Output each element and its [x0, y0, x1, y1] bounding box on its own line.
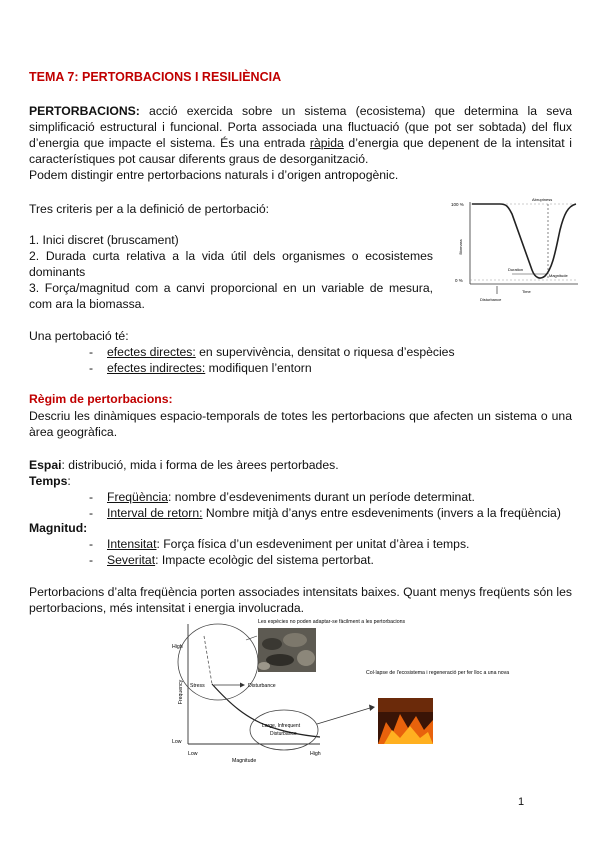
x-low-label: Low — [188, 751, 198, 757]
temps-frequency-text: : nombre d’esdeveniments durant un període determinat. — [167, 490, 475, 504]
fire-pointer-head — [369, 705, 375, 712]
espai-text: : distribució, mida i forma de les àrees pertorbades. — [61, 458, 339, 472]
temps-return-item: - Interval de retorn: Nombre mitjà d’anys entre esdeveniments (invers a la freqüència) — [89, 506, 561, 520]
effects-direct-item: - efectes directes: en supervivència, densitat o riquesa d’espècies — [89, 345, 455, 359]
small-chart-time: Time — [522, 289, 531, 294]
intro-paragraph — [29, 103, 572, 183]
temps-colon: : — [67, 474, 71, 488]
large-disturbance-label-2: Disturbance — [270, 731, 297, 737]
y-high-label: High — [172, 644, 183, 650]
effects-direct-term: efectes directes: — [107, 345, 196, 359]
disturbance-biomass-figure — [448, 192, 582, 310]
criteria-item-2-line1: 2. Durada curta relativa a la vida útil dels organismes o ecosistemes — [29, 249, 433, 263]
regime-paragraph — [29, 408, 572, 440]
frequency-magnitude-figure — [160, 614, 510, 770]
note-top: Les espècies no poden adaptar-se fàcilment a les pertorbacions — [258, 619, 406, 625]
regime-line2: àrea geogràfica. — [29, 425, 118, 439]
criteria-item-3-line2: com ara la biomassa. — [29, 297, 145, 311]
effects-heading: Una pertobació té: — [29, 329, 129, 343]
stress-arrow-head — [240, 683, 245, 688]
small-chart-abruptness: Abruptness — [532, 197, 553, 202]
wildfire-photo — [378, 698, 433, 744]
note-right: Col·lapse de l'ecosistema i regeneració per fer lloc a una nova — [366, 670, 510, 676]
effects-indirect-item: - efectes indirectes: modifiquen l’entorn — [89, 361, 312, 375]
big-chart-dashed-guide — [204, 636, 212, 684]
conclusion-paragraph — [29, 584, 572, 616]
intro-line4: característiques pot causar diferents graus de desorganització. — [29, 152, 369, 166]
regime-line1: Descriu les dinàmiques espacio-temporals de totes les pertorbacions que afecten un sistema o una — [29, 409, 572, 423]
magnitud-label: Magnitud: — [29, 521, 88, 535]
magnitud-intensity-term: Intensitat — [107, 537, 157, 551]
intro-line3b: d’energia que depenent de la intensitat i — [343, 136, 573, 150]
magnitud-severity-text: : Impacte ecològic del sistema pertorbat. — [155, 553, 374, 567]
regime-heading: Règim de pertorbacions: — [29, 392, 173, 406]
disturbance-label: Disturbance — [248, 683, 276, 689]
espai-label: Espai — [29, 458, 62, 472]
x-high-label: High — [310, 751, 321, 757]
intro-line1: acció exercida sobre un sistema (ecosistema) que determina la seva — [139, 104, 572, 118]
temps-label: Temps — [29, 474, 68, 488]
fire-pointer — [317, 708, 370, 724]
page-title: TEMA 7: PERTORBACIONS I RESILIÈNCIA — [29, 70, 282, 84]
small-chart-duration: Duration — [508, 267, 524, 272]
criteria-item-1: 1. Inici discret (bruscament) — [29, 233, 179, 247]
criteria-item-3-line1: 3. Força/magnitud com a canvi proporcional en un variable de mesura, — [29, 281, 433, 295]
page-number: 1 — [518, 796, 525, 808]
intro-line3a: d’energia que impacte el sistema. És una entrada — [29, 136, 310, 150]
small-chart-magnitude: Magnitude — [549, 273, 568, 278]
temps-frequency-item: - Freqüència: nombre d’esdeveniments durant un període determinat. — [89, 490, 475, 504]
temps-row — [29, 473, 71, 489]
y-low-label: Low — [172, 739, 182, 745]
small-chart-y-label: Biomass — [458, 239, 463, 255]
stress-label: Stress — [190, 683, 205, 689]
big-chart-curve — [212, 684, 320, 737]
mussels-photo — [258, 628, 316, 672]
magnitud-intensity-item: - Intensitat: Força física d’un esdeveniment per unitat d’àrea i temps. — [89, 537, 470, 551]
conclusion-line2: pertorbacions, més intensitat i energia involucrada. — [29, 601, 305, 615]
large-disturbance-label-1: Large, Infrequent — [262, 723, 301, 729]
effects-direct-text: en supervivència, densitat o riquesa d’espècies — [195, 345, 455, 359]
small-chart-y-top: 100 % — [451, 202, 464, 207]
criteria-list — [29, 232, 433, 312]
intro-line5: Podem distingir entre pertorbacions naturals i d’origen antropogènic. — [29, 168, 399, 182]
espai-row — [29, 457, 339, 473]
conclusion-line1: Pertorbacions d’alta freqüència porten associades intensitats baixes. Quant menys freqüents són les — [29, 585, 572, 599]
y-axis-title: Frequency — [178, 679, 184, 705]
magnitud-severity-item: - Severitat: Impacte ecològic del sistema pertorbat. — [89, 553, 374, 567]
temps-frequency-term: Freqüència — [107, 490, 168, 504]
magnitud-intensity-text: : Força física d’un esdeveniment per unitat d’àrea i temps. — [156, 537, 470, 551]
effects-indirect-term: efectes indirectes: — [107, 361, 206, 375]
small-chart-disturbance: Disturbance — [480, 297, 502, 302]
x-axis-title: Magnitude — [232, 758, 257, 764]
small-chart-y-bottom: 0 % — [455, 278, 463, 283]
small-chart-biomass-curve — [472, 204, 576, 278]
temps-return-text: Nombre mitjà d’anys entre esdeveniments (invers a la freqüència) — [202, 506, 561, 520]
temps-return-term: Interval de retorn: — [107, 506, 203, 520]
criteria-heading: Tres criteris per a la definició de pertorbació: — [29, 202, 270, 216]
criteria-item-2-line2: dominants — [29, 265, 86, 279]
intro-line3-underlined: ràpida — [309, 136, 344, 150]
magnitud-severity-term: Severitat — [107, 553, 156, 567]
intro-term: PERTORBACIONS: — [29, 104, 140, 118]
effects-indirect-text: modifiquen l’entorn — [205, 361, 312, 375]
intro-line2: simplificació estructural i funcional. Porta associada una fluctuació (que pot ser sobtada) del flux — [29, 120, 572, 134]
